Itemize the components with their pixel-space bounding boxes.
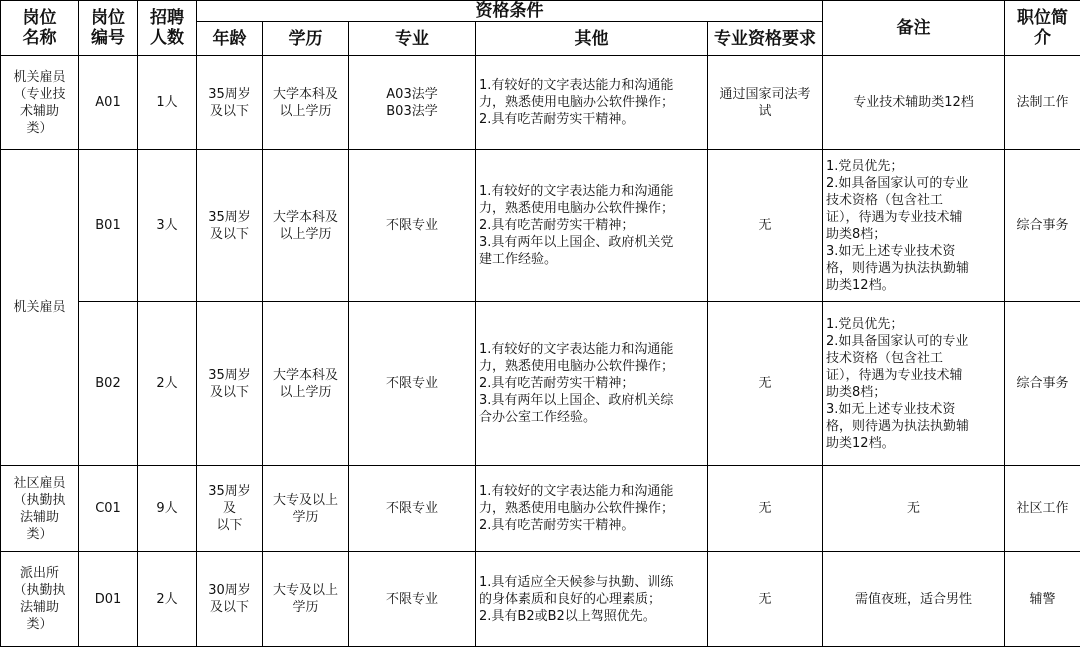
- cell-position-name: 机关雇员 （专业技 术辅助 类）: [1, 56, 79, 150]
- cell-position-intro: 社区工作: [1005, 466, 1080, 552]
- cell-other: 1.具有适应全天候参与执勤、训练 的身体素质和良好的心理素质； 2.具有B2或B2以上驾照优先。: [476, 552, 708, 647]
- cell-age: 35周岁 及以下: [197, 302, 263, 466]
- cell-other: 1.有较好的文字表达能力和沟通能 力，熟悉使用电脑办公软件操作； 2.具有吃苦耐劳实干精神。: [476, 56, 708, 150]
- cell-hire-count: 1人: [138, 56, 197, 150]
- table-row: [1, 150, 1080, 302]
- cell-remarks: 无: [823, 466, 1005, 552]
- header-major: 专业: [349, 22, 476, 56]
- cell-position-intro: 法制工作: [1005, 56, 1080, 150]
- header-other: 其他: [476, 22, 708, 56]
- cell-education: 大学本科及 以上学历: [263, 150, 349, 302]
- cell-major: 不限专业: [349, 150, 476, 302]
- cell-age: 35周岁 及 以下: [197, 466, 263, 552]
- cell-major: 不限专业: [349, 466, 476, 552]
- cell-position-code: A01: [79, 56, 138, 150]
- cell-remarks: 需值夜班，适合男性: [823, 552, 1005, 647]
- cell-position-code: B02: [79, 302, 138, 466]
- cell-professional-req: 无: [708, 466, 823, 552]
- cell-age: 35周岁 及以下: [197, 56, 263, 150]
- header-education: 学历: [263, 22, 349, 56]
- header-age: 年龄: [197, 22, 263, 56]
- table-row: [1, 302, 1080, 466]
- header-position-code: 岗位 编号: [79, 1, 138, 56]
- cell-education: 大专及以上 学历: [263, 466, 349, 552]
- cell-major: 不限专业: [349, 552, 476, 647]
- cell-hire-count: 3人: [138, 150, 197, 302]
- table-row: [1, 552, 1080, 647]
- cell-position-code: B01: [79, 150, 138, 302]
- cell-hire-count: 2人: [138, 552, 197, 647]
- cell-hire-count: 2人: [138, 302, 197, 466]
- header-position-name: 岗位 名称: [1, 1, 79, 56]
- cell-education: 大专及以上 学历: [263, 552, 349, 647]
- cell-position-name: 机关雇员: [1, 150, 79, 466]
- cell-professional-req: 无: [708, 302, 823, 466]
- cell-remarks: 1.党员优先； 2.如具备国家认可的专业 技术资格（包含社工 证），待遇为专业技术辅 助类8档； 3.如无上述专业技术资 格，则待遇为执法执勤辅 助类12档。: [823, 150, 1005, 302]
- cell-position-intro: 综合事务: [1005, 302, 1080, 466]
- cell-major: A03法学 B03法学: [349, 56, 476, 150]
- cell-hire-count: 9人: [138, 466, 197, 552]
- cell-education: 大学本科及 以上学历: [263, 302, 349, 466]
- table-row: [1, 56, 1080, 150]
- cell-remarks: 专业技术辅助类12档: [823, 56, 1005, 150]
- cell-remarks: 1.党员优先； 2.如具备国家认可的专业 技术资格（包含社工 证），待遇为专业技术辅 助类8档； 3.如无上述专业技术资 格，则待遇为执法执勤辅 助类12档。: [823, 302, 1005, 466]
- cell-position-name: 派出所 （执勤执 法辅助 类）: [1, 552, 79, 647]
- cell-position-name: 社区雇员 （执勤执 法辅助 类）: [1, 466, 79, 552]
- header-remarks: 备注: [823, 1, 1005, 56]
- cell-position-intro: 辅警: [1005, 552, 1080, 647]
- header-hire-count: 招聘 人数: [138, 1, 197, 56]
- cell-professional-req: 无: [708, 150, 823, 302]
- cell-other: 1.有较好的文字表达能力和沟通能 力，熟悉使用电脑办公软件操作； 2.具有吃苦耐劳实干精神； 3.具有两年以上国企、政府机关党 建工作经验。: [476, 150, 708, 302]
- cell-professional-req: 通过国家司法考 试: [708, 56, 823, 150]
- cell-age: 30周岁 及以下: [197, 552, 263, 647]
- cell-position-code: D01: [79, 552, 138, 647]
- cell-major: 不限专业: [349, 302, 476, 466]
- cell-position-code: C01: [79, 466, 138, 552]
- cell-other: 1.有较好的文字表达能力和沟通能 力，熟悉使用电脑办公软件操作； 2.具有吃苦耐劳实干精神； 3.具有两年以上国企、政府机关综 合办公室工作经验。: [476, 302, 708, 466]
- cell-age: 35周岁 及以下: [197, 150, 263, 302]
- cell-professional-req: 无: [708, 552, 823, 647]
- cell-other: 1.有较好的文字表达能力和沟通能 力，熟悉使用电脑办公软件操作； 2.具有吃苦耐劳实干精神。: [476, 466, 708, 552]
- cell-education: 大学本科及 以上学历: [263, 56, 349, 150]
- header-position-intro: 职位简 介: [1005, 1, 1080, 56]
- header-professional-req: 专业资格要求: [708, 22, 823, 56]
- header-qualifications: 资格条件: [197, 1, 823, 22]
- table-row: [1, 466, 1080, 552]
- cell-position-intro: 综合事务: [1005, 150, 1080, 302]
